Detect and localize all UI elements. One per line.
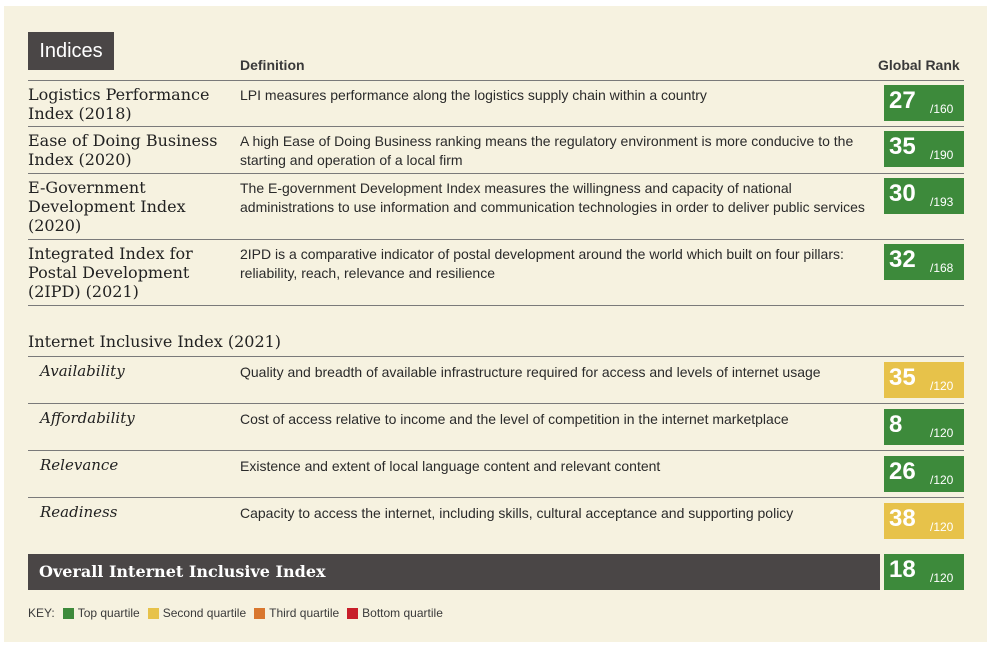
global-rank-header: Global Rank xyxy=(878,57,960,73)
rank-total: /120 xyxy=(930,571,954,585)
top-quartile-swatch xyxy=(63,608,74,619)
divider xyxy=(28,173,964,174)
divider xyxy=(28,450,964,451)
rank-value: 30 xyxy=(889,180,916,207)
subindex-definition-relevance: Existence and extent of local language content and relevant content xyxy=(240,458,661,474)
section-tag xyxy=(28,32,114,70)
section-tag-label: Indices xyxy=(39,39,103,62)
index-name-ease-of-doing-business: Ease of Doing Business Index (2020) xyxy=(28,131,218,169)
rank-total: /160 xyxy=(930,102,954,116)
divider xyxy=(28,497,964,498)
divider xyxy=(28,80,964,81)
rank-total: /168 xyxy=(930,261,954,275)
rank-value: 27 xyxy=(889,87,916,114)
subindex-name-availability: Availability xyxy=(40,362,125,380)
rank-value: 26 xyxy=(889,458,916,485)
bottom-quartile-swatch xyxy=(347,608,358,619)
rank-total: /120 xyxy=(930,426,954,440)
overall-internet-index-bar xyxy=(28,554,880,590)
index-definition-2ipd: 2IPD is a comparative indicator of postal development around the world which built on four pillars: reliability, reach, relevance and resilience xyxy=(240,246,844,281)
divider xyxy=(28,126,964,127)
rank-total: /120 xyxy=(930,520,954,534)
rank-total: /193 xyxy=(930,195,954,209)
rank-value: 38 xyxy=(889,505,916,532)
subindex-name-readiness: Readiness xyxy=(40,503,118,521)
rank-badge-overall xyxy=(884,554,964,590)
rank-badge-e-government xyxy=(884,178,964,214)
subindex-definition-readiness: Capacity to access the internet, including skills, cultural acceptance and supporting policy xyxy=(240,505,794,521)
rank-badge-readiness xyxy=(884,503,964,539)
index-definition-ease-of-doing-business: A high Ease of Doing Business ranking means the regulatory environment is more conducive to the starting and operation of a local firm xyxy=(240,133,854,168)
rank-total: /120 xyxy=(930,473,954,487)
second-quartile-swatch xyxy=(148,608,159,619)
index-definition-lpi: LPI measures performance along the logistics supply chain within a country xyxy=(240,87,707,103)
index-definition-e-government: The E-government Development Index measures the willingness and capacity of national administrations to use information and communication technologies in order to deliver public services xyxy=(240,180,865,215)
rank-badge-relevance xyxy=(884,456,964,492)
legend-key-label: KEY: xyxy=(28,606,55,620)
legend-bottom-quartile: Bottom quartile xyxy=(362,606,443,620)
divider xyxy=(28,239,964,240)
legend-third-quartile: Third quartile xyxy=(269,606,340,620)
rank-value: 35 xyxy=(889,133,916,160)
rank-total: /120 xyxy=(930,379,954,393)
rank-value: 18 xyxy=(889,556,916,583)
legend-top-quartile: Top quartile xyxy=(77,606,140,620)
divider xyxy=(28,305,964,306)
rank-badge-2ipd xyxy=(884,244,964,280)
legend-key xyxy=(28,606,443,620)
overall-internet-index-label: Overall Internet Inclusive Index xyxy=(39,562,326,581)
third-quartile-swatch xyxy=(254,608,265,619)
index-name-lpi: Logistics Performance Index (2018) xyxy=(28,85,210,123)
legend-second-quartile: Second quartile xyxy=(162,606,247,620)
subindex-definition-affordability: Cost of access relative to income and the level of competition in the internet marketplace xyxy=(240,411,789,427)
rank-badge-availability xyxy=(884,362,964,398)
internet-index-title: Internet Inclusive Index (2021) xyxy=(28,332,282,351)
rank-badge-ease-of-doing-business xyxy=(884,131,964,167)
rank-value: 8 xyxy=(889,411,903,438)
rank-badge-lpi xyxy=(884,85,964,121)
subindex-definition-availability: Quality and breadth of available infrastructure required for access and levels of internet usage xyxy=(240,364,821,380)
definition-header: Definition xyxy=(240,57,305,73)
index-name-e-government: E-Government Development Index (2020) xyxy=(28,178,186,235)
subindex-name-affordability: Affordability xyxy=(40,409,135,427)
index-name-2ipd: Integrated Index for Postal Development (2IPD) (2021) xyxy=(28,244,193,301)
divider xyxy=(28,356,964,357)
rank-value: 32 xyxy=(889,246,916,273)
rank-value: 35 xyxy=(889,364,916,391)
divider xyxy=(28,403,964,404)
rank-total: /190 xyxy=(930,148,954,162)
rank-badge-affordability xyxy=(884,409,964,445)
subindex-name-relevance: Relevance xyxy=(40,456,119,474)
